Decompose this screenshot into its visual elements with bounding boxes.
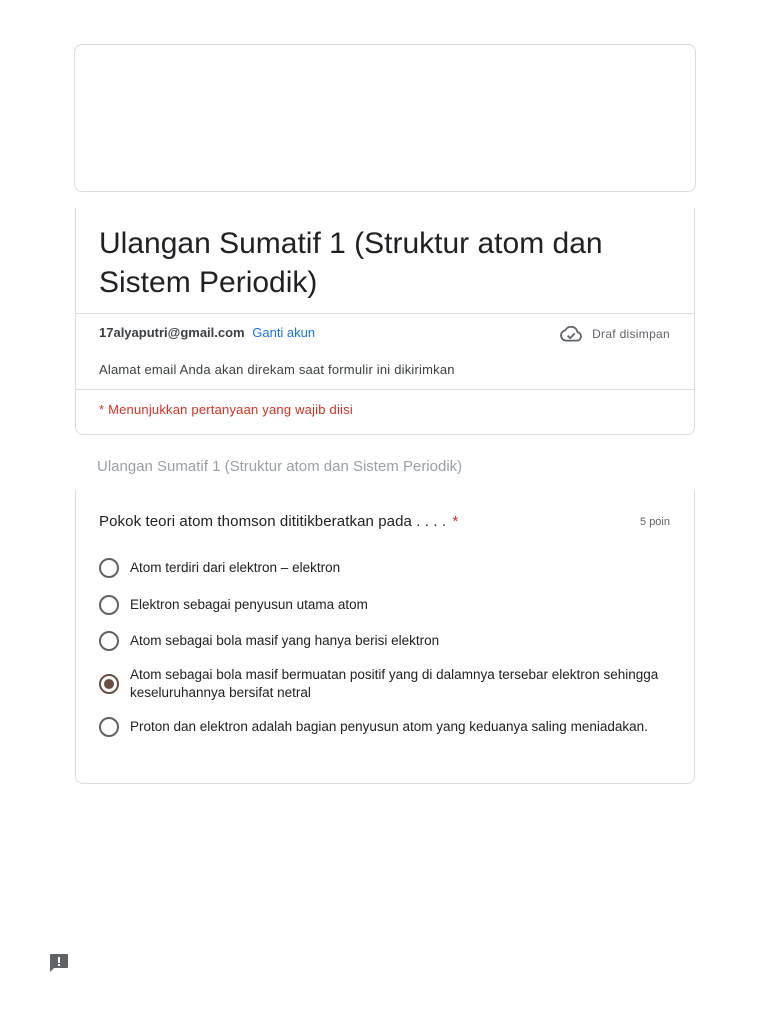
option-label: Atom sebagai bola masif bermuatan positif yang di dalamnya tersebar elektron sehingga keseluruhannya bersifat netral [130,667,659,700]
radio-option-selected[interactable] [99,666,659,702]
required-note: * Menunjukkan pertanyaan yang wajib diisi [99,402,353,417]
radio-button-checked[interactable] [99,674,119,694]
option-label: Atom sebagai bola masif yang hanya berisi elektron [130,633,440,648]
draft-status-text: Draf disimpan [592,327,670,341]
question-card [75,490,695,784]
option-label: Elektron sebagai penyusun utama atom [130,597,368,612]
radio-option[interactable] [99,558,659,578]
radio-option[interactable] [99,717,659,737]
radio-button[interactable] [99,631,119,651]
question-text [99,513,458,530]
cloud-done-icon [560,326,582,342]
account-line [99,325,315,340]
question-points: 5 poin [640,516,670,528]
account-email: 17alyaputri@gmail.com [99,325,245,340]
radio-option[interactable] [99,631,659,651]
option-label: Proton dan elektron adalah bagian penyusun atom yang keduanya saling meniadakan. [130,719,648,734]
divider [76,389,694,390]
form-title: Ulangan Sumatif 1 (Struktur atom dan Sistem Periodik) [99,227,603,299]
question-label: Pokok teori atom thomson dititikberatkan pada . . . . [99,513,447,530]
required-asterisk: * [452,513,459,530]
radio-button[interactable] [99,717,119,737]
radio-button[interactable] [99,558,119,578]
option-label: Atom terdiri dari elektron – elektron [130,560,341,575]
header-banner [74,44,696,192]
divider [76,313,694,314]
email-record-note: Alamat email Anda akan direkam saat formulir ini dikirimkan [99,362,455,377]
radio-option[interactable] [99,595,659,615]
feedback-icon[interactable] [48,952,70,979]
draft-status [560,326,670,342]
section-title: Ulangan Sumatif 1 (Struktur atom dan Sistem Periodik) [97,458,463,475]
radio-button[interactable] [99,595,119,615]
switch-account-link[interactable]: Ganti akun [252,325,316,340]
form-header-card [75,208,695,435]
